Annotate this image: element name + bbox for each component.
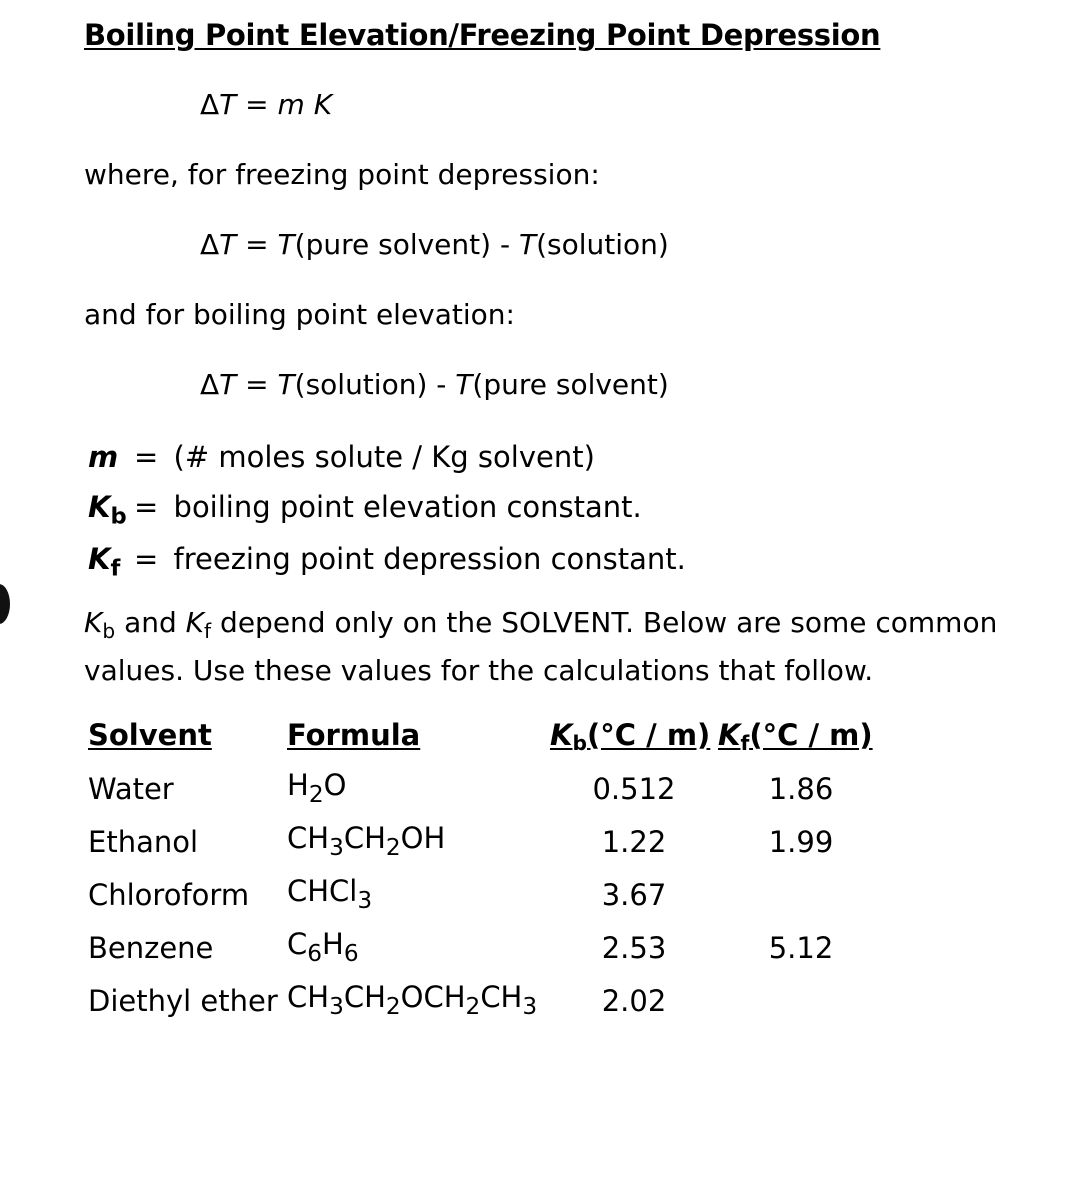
cell-kf: 5.12: [768, 931, 834, 965]
cell-formula: $H_2O$: [287, 768, 347, 808]
definition-kf: $K_f$ = freezing point depression constant.: [88, 542, 686, 582]
cell-kb: 1.22: [601, 825, 667, 859]
cell-kb: 0.512: [592, 772, 676, 806]
cell-solvent: Chloroform: [88, 878, 250, 912]
cell-formula: $CH_3CH_2OH$: [287, 821, 446, 861]
cell-solvent: Benzene: [88, 931, 214, 965]
main-equation: ΔT = m K: [200, 88, 333, 121]
header-kb: Kb(°C / m): [550, 718, 711, 756]
cell-kb: 3.67: [601, 878, 667, 912]
kf-symbol: $K_f$: [88, 542, 121, 582]
cell-formula: CHCl$_3$: [287, 874, 373, 914]
boiling-equation: ΔT = T(solution) - T(pure solvent): [200, 368, 669, 401]
cell-solvent: Water: [88, 772, 174, 806]
delta-symbol: Δ: [200, 88, 220, 121]
freezing-intro: where, for freezing point depression:: [84, 158, 600, 191]
page-title: Boiling Point Elevation/Freezing Point Depression: [84, 18, 881, 52]
cell-solvent: Ethanol: [88, 825, 199, 859]
cell-formula: $C_6H_6$: [287, 927, 359, 967]
cell-solvent: Diethyl ether: [88, 984, 278, 1018]
cell-kb: 2.02: [601, 984, 667, 1018]
definition-m: m = (# moles solute / Kg solvent): [88, 440, 595, 474]
cell-kf: 1.86: [768, 772, 834, 806]
definition-kb: $K_b$ = boiling point elevation constant.: [88, 490, 642, 530]
m-symbol: m: [88, 440, 119, 474]
header-solvent: Solvent: [88, 718, 212, 752]
note-line-2: values. Use these values for the calculations that follow.: [84, 654, 874, 687]
cell-formula: $CH_3CH_2OCH_2CH_3$: [287, 980, 538, 1020]
header-formula: Formula: [287, 718, 421, 752]
header-kf: Kf(°C / m): [718, 718, 873, 756]
edge-marker: [0, 584, 10, 624]
cell-kb: 2.53: [601, 931, 667, 965]
kb-symbol: $K_b$: [88, 490, 127, 530]
boiling-intro: and for boiling point elevation:: [84, 298, 515, 331]
note-line-1: $K_b$ and $K_f$ depend only on the SOLVENT. Below are some common: [84, 606, 998, 644]
freezing-equation: ΔT = T(pure solvent) - T(solution): [200, 228, 669, 261]
cell-kf: 1.99: [768, 825, 834, 859]
